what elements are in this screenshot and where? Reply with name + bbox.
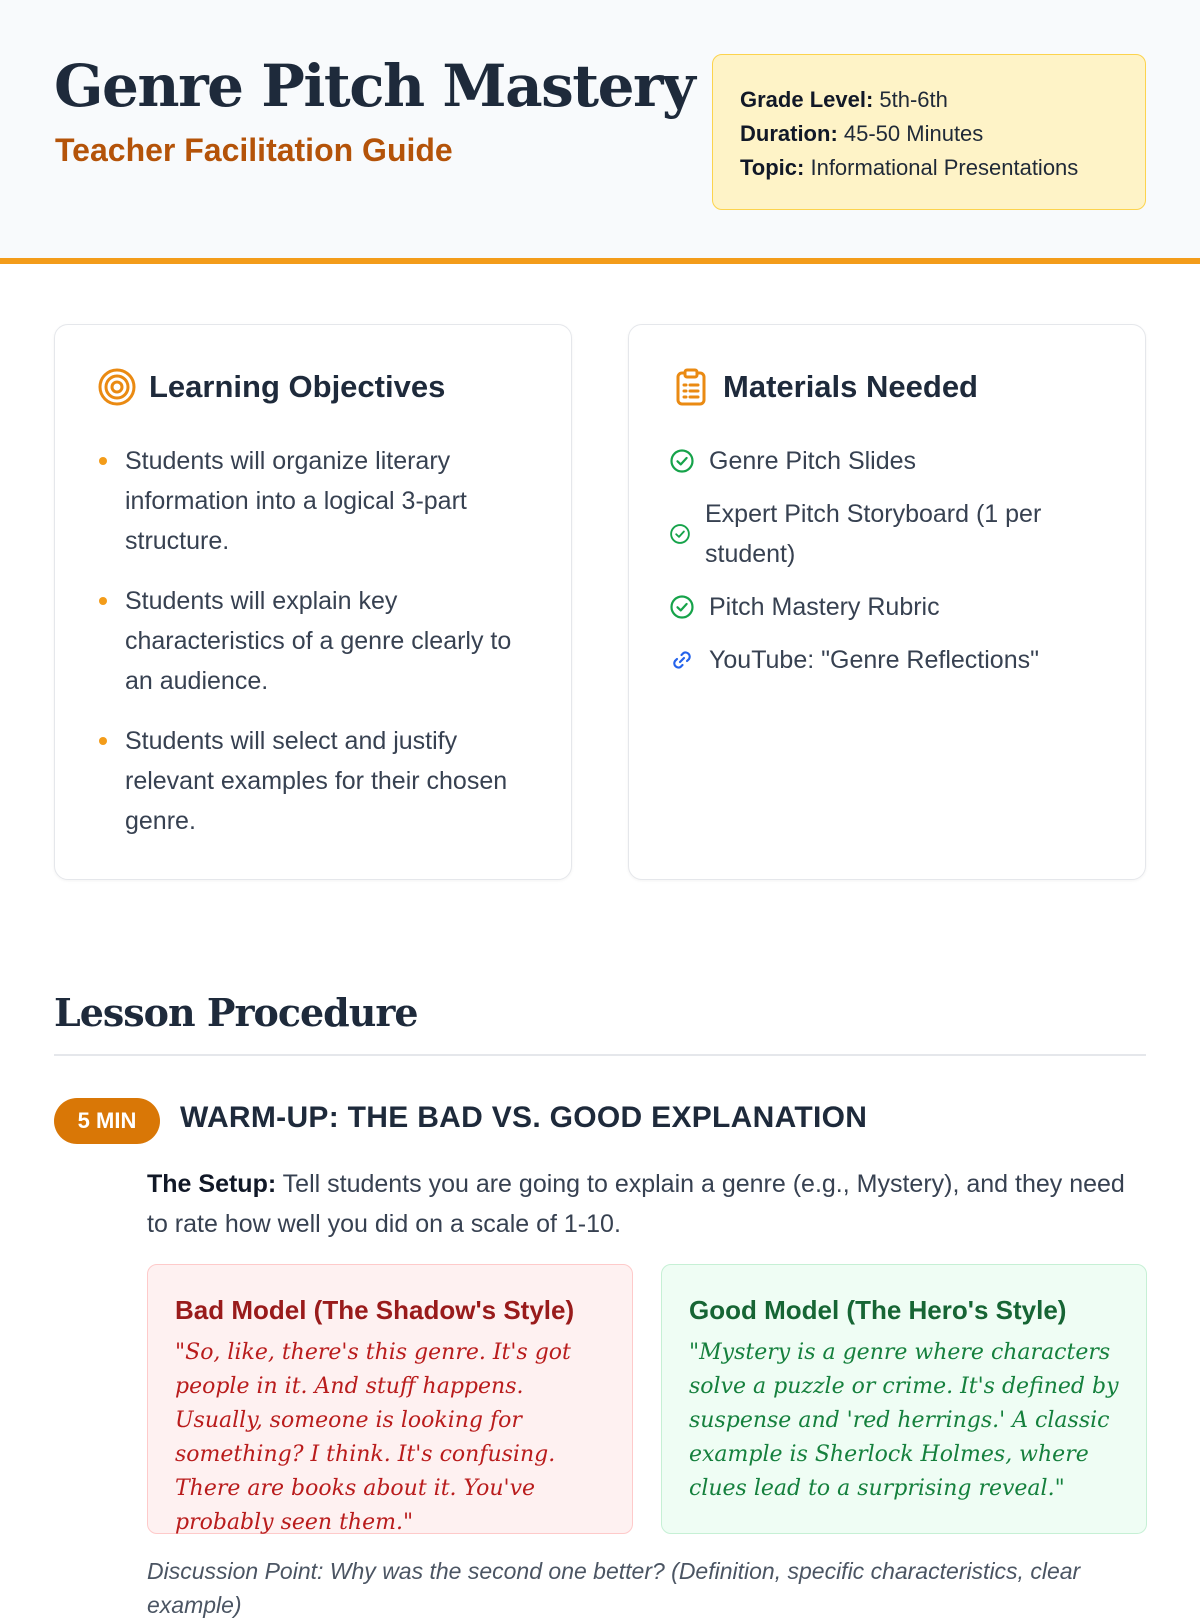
list-item: Students will explain key characteristics of a genre clearly to an audience. — [97, 581, 537, 701]
info-grade-level: Grade Level: 5th-6th — [740, 87, 948, 112]
materials-title: Materials Needed — [723, 369, 978, 404]
bullet-dot — [99, 597, 107, 605]
good-model-quote: "Mystery is a genre where characters solve a puzzle or crime. It's defined by suspense and 'red herrings.' A classic example is Sherlock Holmes, where clues lead to a surprising reveal." — [689, 1340, 1119, 1501]
section-divider — [54, 1054, 1146, 1056]
good-model-title: Good Model (The Hero's Style) — [689, 1295, 1067, 1325]
setup-paragraph: The Setup: Tell students you are going to explain a genre (e.g., Mystery), and they need to rate how well you did on a scale of 1-10. — [147, 1170, 1125, 1238]
info-duration: Duration: 45-50 Minutes — [740, 121, 984, 146]
page-header — [0, 0, 1200, 264]
bad-model-quote: "So, like, there's this genre. It's got people in it. And stuff happens. Usually, someone is looking for something? I think. It's confusing. There are books about it. You've probably seen them." — [175, 1340, 571, 1535]
list-item: Expert Pitch Storyboard (1 per student) — [669, 494, 1119, 574]
materials-heading — [671, 367, 978, 407]
objectives-list — [97, 441, 537, 861]
list-item[interactable] — [669, 640, 1119, 680]
info-topic: Topic: Informational Presentations — [740, 155, 1079, 180]
objectives-heading — [97, 367, 445, 407]
youtube-link[interactable]: YouTube: "Genre Reflections" — [709, 646, 1039, 674]
step-title: WARM-UP: THE BAD VS. GOOD EXPLANATION — [180, 1101, 868, 1134]
discussion-point: Discussion Point: Why was the second one better? (Definition, specific characteristics, clear example) — [147, 1558, 1081, 1618]
check-circle-icon — [669, 523, 691, 545]
duration-badge: 5 MIN — [54, 1098, 160, 1144]
lesson-info-box — [712, 54, 1146, 210]
bullet-dot — [99, 737, 107, 745]
check-circle-icon — [669, 448, 695, 474]
materials-list — [669, 441, 1119, 693]
materials-needed-card — [628, 324, 1146, 880]
good-model-box — [661, 1264, 1147, 1534]
list-item: Students will organize literary information into a logical 3-part structure. — [97, 441, 537, 561]
page-title: Genre Pitch Mastery — [54, 52, 695, 120]
clipboard-icon — [671, 367, 711, 407]
bad-model-box — [147, 1264, 633, 1534]
lesson-procedure-title: Lesson Procedure — [54, 990, 418, 1035]
page-subtitle: Teacher Facilitation Guide — [55, 132, 453, 168]
target-icon — [97, 367, 137, 407]
objectives-title: Learning Objectives — [149, 369, 446, 404]
bad-model-title: Bad Model (The Shadow's Style) — [175, 1295, 575, 1325]
bullet-dot — [99, 457, 107, 465]
link-icon — [669, 647, 695, 673]
check-circle-icon — [669, 594, 695, 620]
list-item: Students will select and justify relevant examples for their chosen genre. — [97, 721, 537, 841]
learning-objectives-card — [54, 324, 572, 880]
list-item: Pitch Mastery Rubric — [669, 587, 1119, 627]
list-item: Genre Pitch Slides — [669, 441, 1119, 481]
